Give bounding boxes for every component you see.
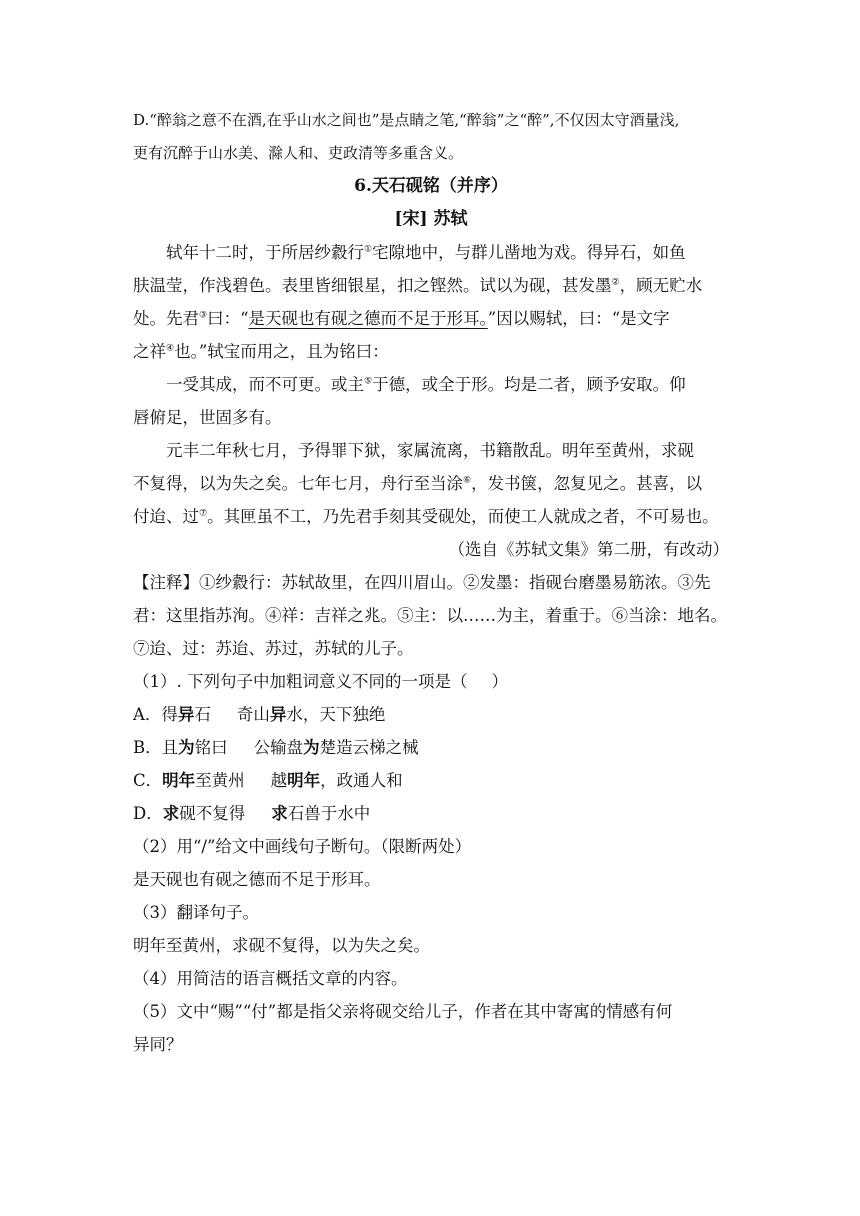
annotations (133, 566, 729, 665)
note-marker: ⑤ (364, 376, 373, 387)
question-stem: （5）文中“赐”“付”都是指父亲将砚交给儿子，作者在其中寄寓的情感有何 (133, 1002, 673, 1021)
passage-author: [宋] 苏轼 (394, 209, 468, 229)
question-text: 是天砚也有砚之德而不足于形耳。 (133, 870, 381, 889)
annotation-line: ⑦迨、过：苏迨、苏过，苏轼的儿子。 (133, 639, 414, 658)
question-stem: （1）. 下列句子中加粗词意义不同的一项是（ ） (133, 672, 508, 691)
paragraph-line: 一受其成，而不可更。或主⑤于德，或全于形。均是二者，顾予安取。仰 (166, 375, 686, 394)
paragraph-line: 唇俯足，世固多有。 (133, 408, 282, 427)
note-marker: ① (364, 244, 373, 255)
question-3 (133, 896, 729, 962)
question-2 (133, 830, 729, 896)
note-marker: ③ (199, 310, 208, 321)
paragraph-2 (133, 368, 729, 434)
question-5 (133, 995, 729, 1061)
option-c: C．明年至黄州 越明年，政通人和 (133, 771, 403, 790)
paragraph-line: 不复得，以为失之矣。七年七月，舟行至当涂⑥，发书箧，忽复见之。甚喜，以 (133, 474, 703, 493)
underlined-sentence: 是天砚也有砚之德而不足于形耳。 (248, 309, 488, 328)
annotation-line: 君：这里指苏洵。④祥：吉祥之兆。⑤主：以……为主，着重于。⑥当涂：地名。 (133, 606, 727, 625)
source-citation: （选自《苏轼文集》第二册，有改动） (448, 540, 729, 559)
note-marker: ⑦ (199, 508, 208, 519)
paragraph-line: 元丰二年秋七月，予得罪下狱，家属流离，书籍散乱。明年至黄州，求砚 (166, 441, 694, 460)
option-d: D．求砚不复得 求石兽于水中 (133, 804, 371, 823)
paragraph-line: 之祥④也。”轼宝而用之，且为铭曰： (133, 342, 389, 361)
question-stem: 异同？ (133, 1035, 183, 1054)
question-stem: （4）用简洁的语言概括文章的内容。 (133, 969, 408, 988)
question-stem: （3）翻译句子。 (133, 903, 259, 922)
note-marker: ② (611, 277, 620, 288)
prev-option-d-line2: 更有沉醉于山水美、滁人和、吏政清等多重含义。 (133, 144, 464, 162)
paragraph-3 (133, 434, 729, 566)
annotation-line: 【注释】①纱縠行：苏轼故里，在四川眉山。②发墨：指砚台磨墨易筋浓。③先 (133, 573, 711, 592)
question-stem: （2）用“/”给文中画线句子断句。（限断两处） (133, 837, 472, 856)
paragraph-line: 付迨、过⑦。其匣虽不工，乃先君手刻其受砚处，而使工人就成之者，不可易也。 (133, 507, 719, 526)
paragraph-line: 处。先君③曰：“是天砚也有砚之德而不足于形耳。”因以赐轼，曰：“是文字 (133, 309, 670, 328)
option-b: B．且为铭曰 公输盘为楚造云梯之械 (133, 738, 419, 757)
question-1 (133, 665, 729, 830)
prev-option-d-line1: D.“醉翁之意不在酒,在乎山水之间也”是点睛之笔,“醉翁”之“醉”,不仅因太守酒量浅, (133, 111, 680, 129)
document-page (133, 104, 729, 1061)
paragraph-line: 肤温莹，作浅碧色。表里皆细银星，扣之铿然。试以为砚，甚发墨②，顾无贮水 (133, 276, 703, 295)
question-4 (133, 962, 729, 995)
passage-title: 6.天石砚铭（并序） (354, 176, 508, 196)
question-text: 明年至黄州，求砚不复得，以为失之矣。 (133, 936, 430, 955)
paragraph-1 (133, 236, 729, 368)
option-a: A．得异石 奇山异水，天下独绝 (133, 705, 386, 724)
note-marker: ⑥ (463, 475, 472, 486)
paragraph-line: 轼年十二时，于所居纱縠行①宅隙地中，与群儿凿地为戏。得异石，如鱼 (166, 243, 686, 262)
note-marker: ④ (166, 343, 175, 354)
